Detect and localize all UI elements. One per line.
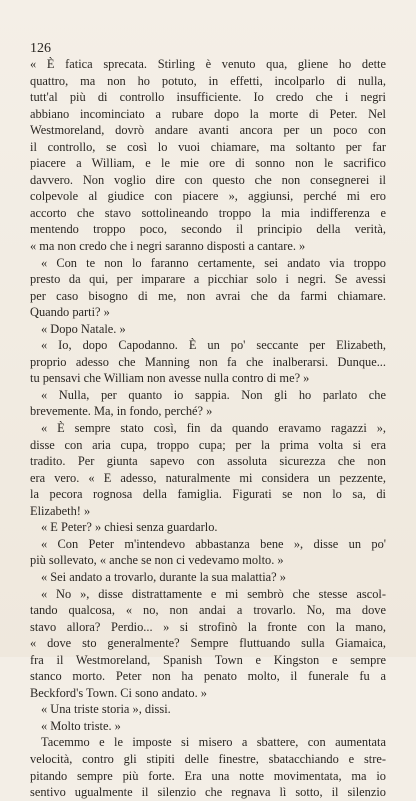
text-line: stanco morto. Peter non ha penato molto, il funerale fu a (30, 669, 386, 684)
text-line: Tacemmo e le imposte si misero a sbattere, con aumentata (41, 735, 386, 750)
text-line: presto da qui, per imparare a picchiar solo i negri. Se avessi (30, 272, 386, 287)
text-line: più sollevato, « anche se non ci vedevamo molto. » (30, 553, 284, 568)
text-line: mentendo troppo poco, secondo il principio della verità, (30, 222, 386, 237)
text-line: « È fatica sprecata. Stirling è venuto qua, gliene ho dette (30, 57, 386, 71)
text-line: tutt'al più di controllo insufficiente. Io credo che i negri (30, 90, 386, 105)
text-line: « Dopo Natale. » (41, 321, 126, 336)
text-line: velocità, contro gli stipiti delle finestre, sbatacchiando e stre- (30, 751, 386, 766)
text-line: « Con te non lo faranno certamente, sei andato via troppo (41, 255, 386, 270)
text-line: « Io, dopo Capodanno. È un po' seccante per Elizabeth, (41, 338, 386, 353)
text-line: « No », disse distrattamente e mi sembrò che stesse ascol- (41, 586, 386, 601)
text-line: era vero. « E adesso, naturalmente mi considera un pezzente, (30, 470, 386, 485)
text-line: « Molto triste. » (41, 718, 121, 733)
text-line: pitando sempre più forte. Era una notte movimentata, ma io (30, 768, 386, 783)
text-line: « E Peter? » chiesi senza guardarlo. (41, 520, 218, 535)
text-line: Quando parti? » (30, 305, 110, 320)
text-line: quattro, ma non ho potuto, in effetti, incolparlo di nulla, (30, 73, 386, 88)
text-line: « Con Peter m'intendevo abbastanza bene », disse un po' (41, 536, 386, 551)
text-line: tradito. Per giunta sapevo con assoluta sicurezza che non (30, 454, 386, 469)
text-line: il controllo, se così lo vuoi chiamare, ma soltanto per far (30, 139, 386, 154)
text-line: tu pensavi che William non avesse nulla contro di me? » (30, 371, 310, 386)
text-line: « È sempre stato così, fin da quando eravamo ragazzi », (41, 421, 386, 436)
text-line: abbiano incominciato a rubare dopo la morte di Peter. Nel (30, 106, 386, 121)
text-line: « ma non credo che i negri saranno disposti a cantare. » (30, 239, 306, 254)
body-text (30, 56, 386, 801)
text-line: sentivo ugualmente il silenzio che regnava lì sotto, il silenzio (30, 785, 386, 800)
text-line: « Sei andato a trovarlo, durante la sua malattia? » (41, 569, 286, 584)
text-line: Elizabeth! » (30, 503, 91, 518)
text-line: tando qualcosa, « no, non andai a trovarlo. No, ma dove (30, 603, 386, 618)
text-line: la pecora rognosa della famiglia. Figurati se non lo sa, di (30, 487, 386, 502)
text-line: « Nulla, per quanto io sappia. Non gli ho parlato che (41, 387, 386, 402)
text-line: davvero. Non voglio dire con questo che non consegnerei il (30, 172, 386, 187)
text-line: Beckford's Town. Ci sono andato. » (30, 685, 207, 700)
text-line: proprio adesso che Manning non fa che inalberarsi. Dunque... (30, 354, 386, 369)
text-line: piacere a William, e le mie ore di sonno non le sacrifico (30, 156, 386, 171)
page-number: 126 (30, 41, 51, 56)
text-line: stavo allora? Perdio... » si strofinò la fronte con la mano, (30, 619, 386, 634)
text-line: « dove sto generalmente? Sempre fluttuando sulla Giamaica, (30, 636, 386, 651)
text-line: « Una triste storia », dissi. (41, 702, 171, 717)
text-line: disse con aria cupa, troppo cupa; per la prima volta si era (30, 437, 386, 452)
text-line: colpevole al giudice con piacere », aggiunsi, perché mi ero (30, 189, 386, 204)
text-line: accorto che stavo sottolineando troppo la mia indifferenza e (30, 205, 386, 220)
text-line: brevemente. Ma, in fondo, perché? » (30, 404, 213, 419)
text-line: fra il Westmoreland, Spanish Town e Kingston e sempre (30, 652, 386, 667)
text-line: per caso bisogno di me, non avrai che da farmi chiamare. (30, 288, 386, 303)
text-line: Westmoreland, dovrò andare avanti ancora per un poco con (30, 123, 386, 138)
